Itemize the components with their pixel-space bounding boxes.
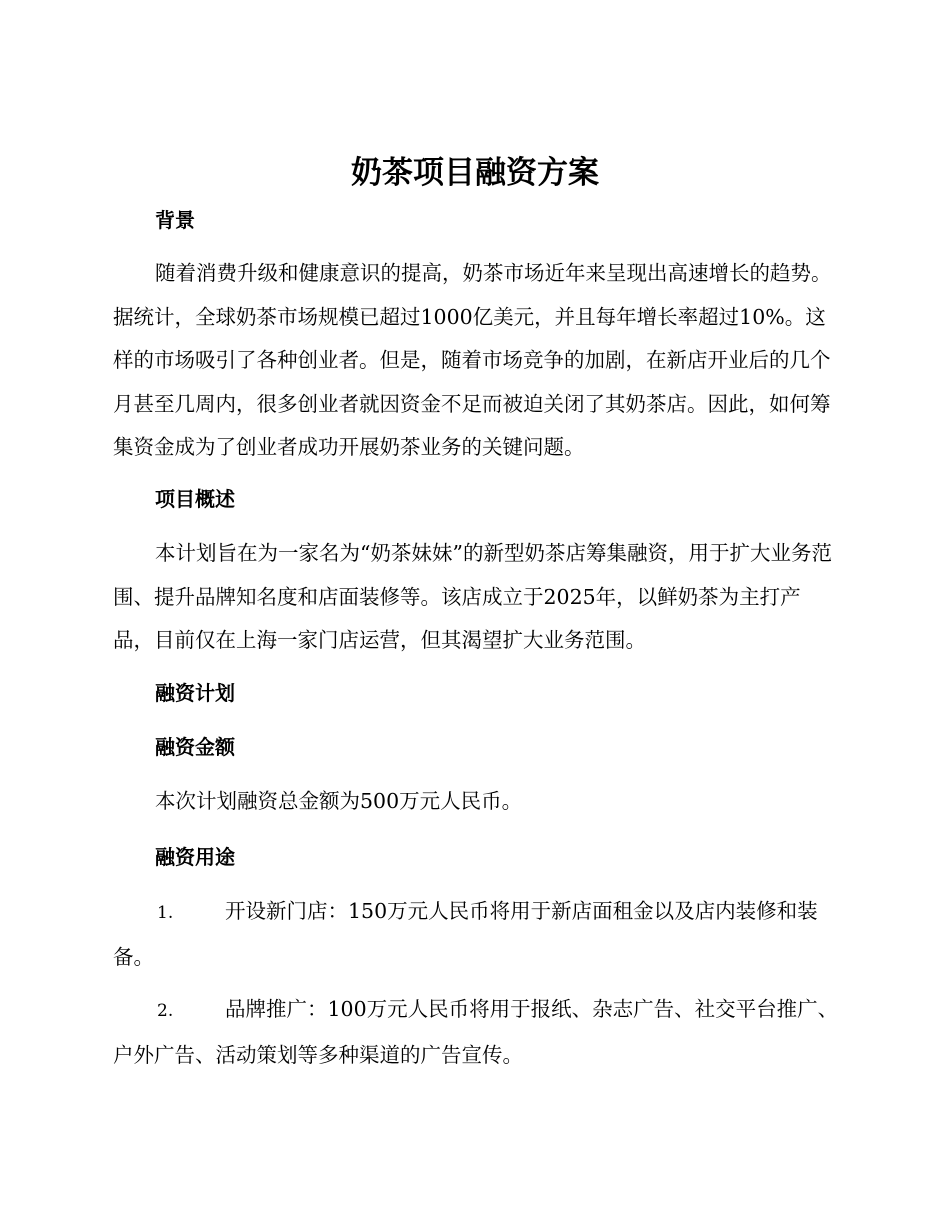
financing-amount-paragraph: 本次计划融资总金额为500万元人民币。 — [155, 789, 523, 813]
financing-plan-heading: 融资计划 — [155, 681, 235, 705]
financing-use-heading: 融资用途 — [155, 845, 235, 869]
financing-amount-heading: 融资金额 — [155, 735, 235, 759]
list-item-number: 2. — [157, 1001, 174, 1021]
list-item — [113, 890, 839, 979]
overview-paragraph: 本计划旨在为一家名为“奶茶妹妹”的新型奶茶店筹集融资，用于扩大业务范围、提升品牌知名度和店面装修等。该店成立于2025年，以鲜奶茶为主打产品，目前仅在上海一家门店运营，但其渴望扩大业务范围。 — [113, 541, 832, 652]
list-item — [113, 988, 839, 1077]
overview-heading: 项目概述 — [155, 487, 235, 511]
background-paragraph: 随着消费升级和健康意识的提高，奶茶市场近年来呈现出高速增长的趋势。据统计，全球奶茶市场规模已超过1000亿美元，并且每年增长率超过10%。这样的市场吸引了各种创业者。但是，随着市场竞争的加剧，在新店开业后的几个月甚至几周内，很多创业者就因资金不足而被迫关闭了其奶茶店。因此，如何筹集资金成为了创业者成功开展奶茶业务的关键问题。 — [113, 261, 832, 459]
list-item-text: 开设新门店：150万元人民币将用于新店面租金以及店内装修和装备。 — [113, 899, 818, 969]
document-title: 奶茶项目融资方案 — [351, 155, 599, 191]
background-heading: 背景 — [155, 208, 195, 232]
list-item-text: 品牌推广：100万元人民币将用于报纸、杂志广告、社交平台推广、户外广告、活动策划等多种渠道的广告宣传。 — [113, 997, 839, 1067]
list-item-number: 1. — [157, 903, 174, 923]
